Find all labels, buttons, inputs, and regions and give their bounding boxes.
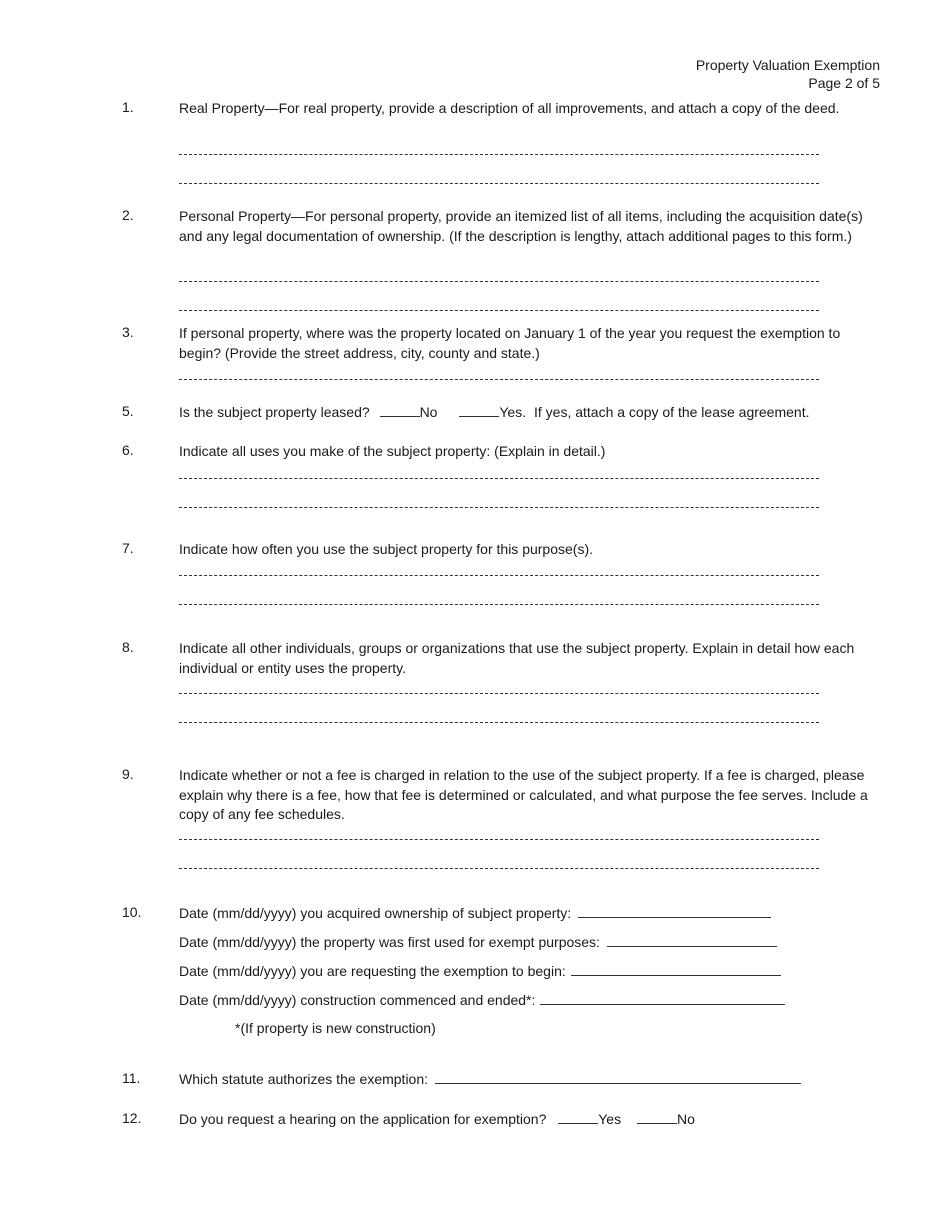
requesting-date-input[interactable] <box>571 962 781 976</box>
no-blank[interactable] <box>380 403 420 417</box>
question-number: 3. <box>122 324 134 340</box>
form-title: Property Valuation Exemption <box>695 57 880 73</box>
hearing-no-blank[interactable] <box>637 1110 677 1124</box>
answer-line[interactable] <box>179 478 819 479</box>
first-used-date-input[interactable] <box>607 933 777 947</box>
question-number: 8. <box>122 639 134 655</box>
question-number: 2. <box>122 207 134 223</box>
hearing-row <box>179 1110 695 1127</box>
question-number: 7. <box>122 540 134 556</box>
answer-line[interactable] <box>179 154 819 155</box>
lease-instruction: If yes, attach a copy of the lease agreement. <box>533 404 810 420</box>
yes-label: Yes. <box>499 404 527 420</box>
question-text: Is the subject property leased? <box>179 404 370 420</box>
acquired-date-label: Date (mm/dd/yyyy) you acquired ownership of subject property: <box>179 905 572 921</box>
answer-line[interactable] <box>179 379 819 380</box>
statute-row <box>179 1070 801 1087</box>
first-used-date-row <box>179 933 777 950</box>
no-label: No <box>419 404 438 420</box>
requesting-date-label: Date (mm/dd/yyyy) you are requesting the exemption to begin: <box>179 963 566 979</box>
page-number: Page 2 of 5 <box>808 75 880 91</box>
answer-line[interactable] <box>179 868 819 869</box>
answer-line[interactable] <box>179 507 819 508</box>
first-used-date-label: Date (mm/dd/yyyy) the property was first used for exempt purposes: <box>179 934 600 950</box>
yes-blank[interactable] <box>459 403 499 417</box>
acquired-date-row <box>179 904 771 921</box>
question-number: 12. <box>122 1110 142 1126</box>
question-text: Indicate how often you use the subject property for this purpose(s). <box>179 541 594 557</box>
question-text: Indicate all uses you make of the subject property: (Explain in detail.) <box>179 443 606 459</box>
question-number: 1. <box>122 99 134 115</box>
statute-label: Which statute authorizes the exemption: <box>179 1071 429 1087</box>
question-number: 10. <box>122 904 142 920</box>
question-number: 9. <box>122 766 134 782</box>
answer-line[interactable] <box>179 722 819 723</box>
hearing-yes-label: Yes <box>598 1111 622 1127</box>
question-number: 6. <box>122 442 134 458</box>
construction-date-input[interactable] <box>540 991 785 1005</box>
question-text: Personal Property—For personal property, provide an itemized list of all items, including the acquisition date(s) and any legal documentation of ownership. (If the description is lengthy, attach additional pages to this form.) <box>179 208 863 244</box>
hearing-yes-blank[interactable] <box>558 1110 598 1124</box>
statute-input[interactable] <box>435 1070 801 1084</box>
construction-date-label: Date (mm/dd/yyyy) construction commenced and ended*: <box>179 992 536 1008</box>
page-header <box>696 56 880 92</box>
question-text: Indicate all other individuals, groups or organizations that use the subject property. Explain in detail how each individual or entity uses the property. <box>179 640 855 676</box>
acquired-date-input[interactable] <box>578 904 771 918</box>
requesting-date-row <box>179 962 781 979</box>
answer-line[interactable] <box>179 281 819 282</box>
hearing-no-label: No <box>676 1111 695 1127</box>
question-number: 11. <box>122 1070 141 1086</box>
answer-line[interactable] <box>179 604 819 605</box>
answer-line[interactable] <box>179 183 819 184</box>
question-text: Indicate whether or not a fee is charged in relation to the use of the subject property. If a fee is charged, please explain why there is a fee, how that fee is determined or calculated, and what purpose the fee serves. Include a copy of any fee schedules. <box>179 767 868 822</box>
answer-line[interactable] <box>179 575 819 576</box>
answer-line[interactable] <box>179 693 819 694</box>
question-number: 5. <box>122 403 134 419</box>
lease-row <box>179 403 809 420</box>
question-text: If personal property, where was the property located on January 1 of the year you request the exemption to begin? (Provide the street address, city, county and state.) <box>179 325 841 361</box>
construction-note: *(If property is new construction) <box>235 1020 436 1036</box>
answer-line[interactable] <box>179 839 819 840</box>
hearing-question: Do you request a hearing on the application for exemption? <box>179 1111 547 1127</box>
question-text: Real Property—For real property, provide a description of all improvements, and attach a copy of the deed. <box>179 100 840 116</box>
construction-date-row <box>179 991 785 1008</box>
answer-line[interactable] <box>179 310 819 311</box>
